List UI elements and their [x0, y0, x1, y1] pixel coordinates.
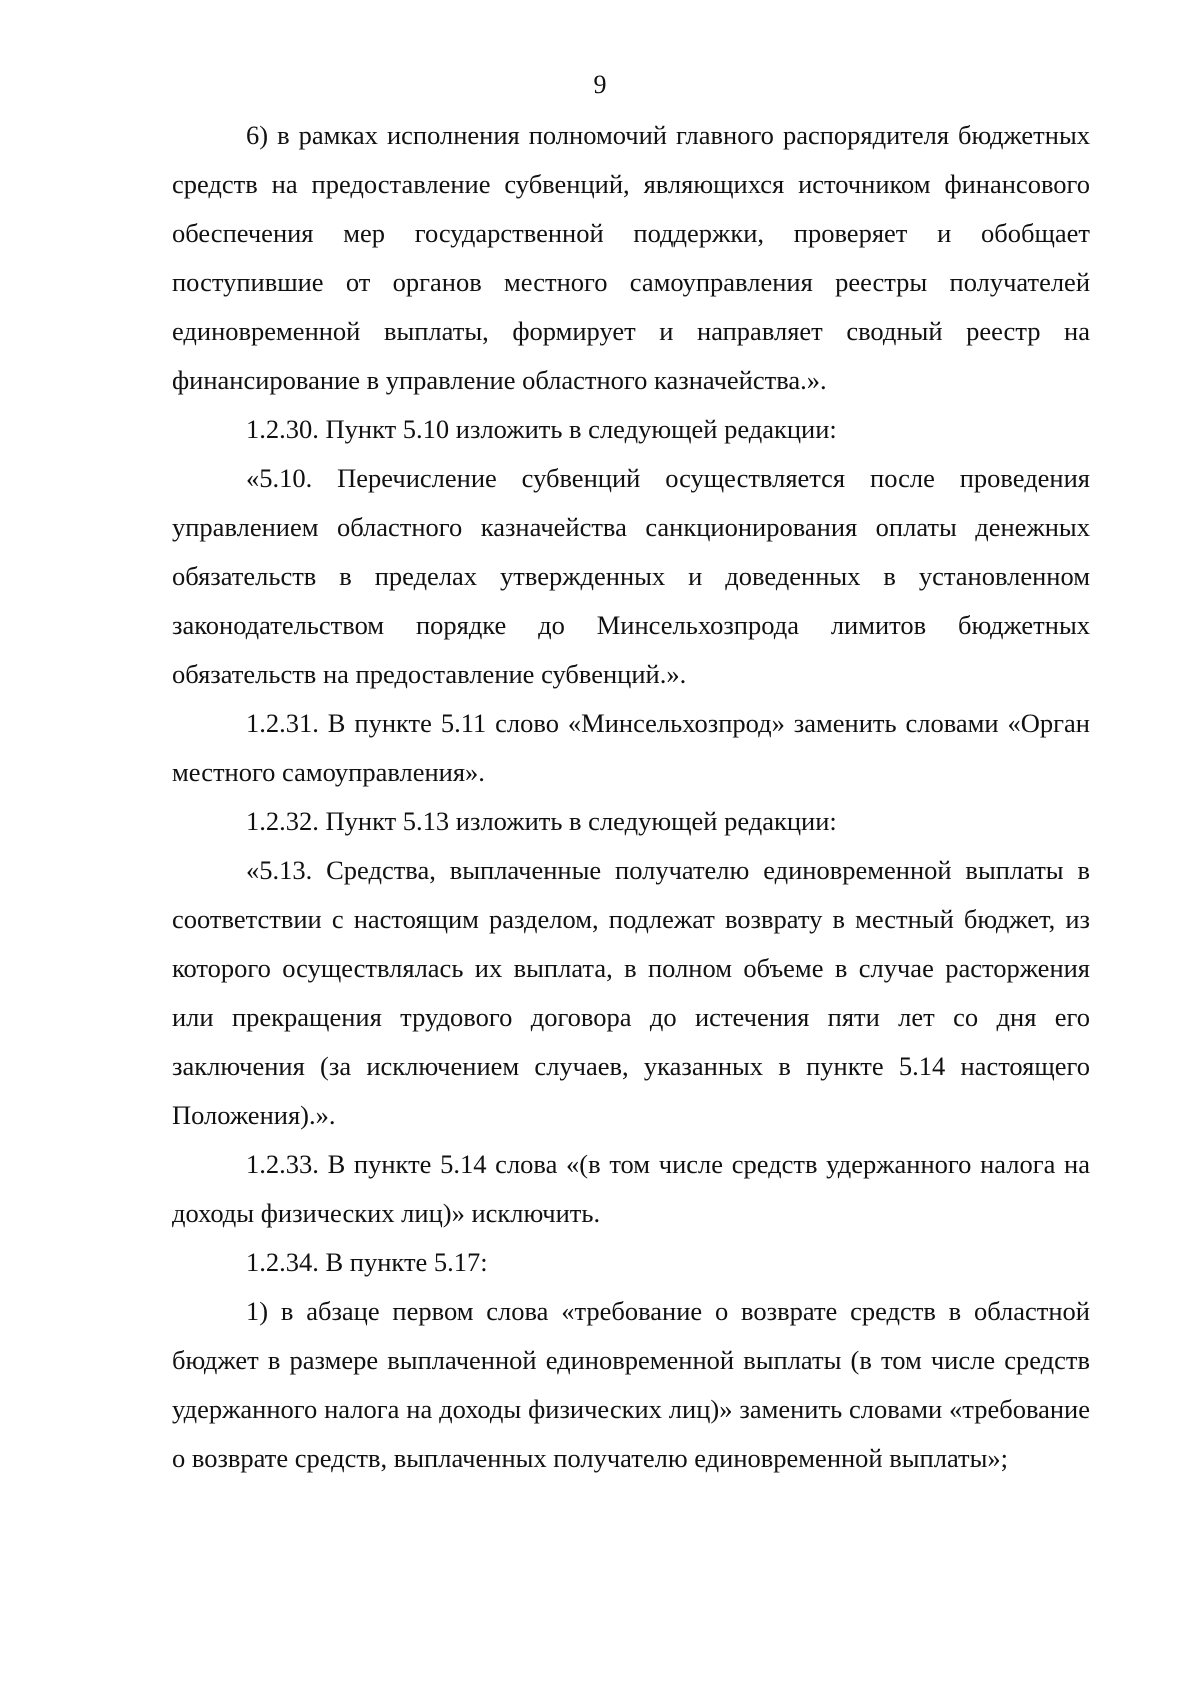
paragraph-5-13-text: «5.13. Средства, выплаченные получателю единовременной выплаты в соответствии с настоящим разделом, подлежат возврату в местный бюджет, из которого осуществлялась их выплата, в полном объеме в случае расторжения или прекращения трудового договора до истечения пяти лет со дня его заключения (за исключением случаев, указанных в пункте 5.14 настоящего Положения).». — [172, 855, 1090, 1130]
paragraph-1-2-32: 1.2.32. Пункт 5.13 изложить в следующей редакции: — [246, 806, 837, 836]
document-body — [172, 111, 1090, 1483]
paragraph-1-2-33: 1.2.33. В пункте 5.14 слова «(в том числе средств удержанного налога на доходы физических лиц)» исключить. — [172, 1149, 1090, 1228]
paragraph-5-10-text: «5.10. Перечисление субвенций осуществляется после проведения управлением областного казначейства санкционирования оплаты денежных обязательств в пределах утвержденных и доведенных в установленном законодательством порядке до Минсельхозпрода лимитов бюджетных обязательств на предоставление субвенций.». — [172, 463, 1090, 689]
paragraph-6-budget-manager-duties: 6) в рамках исполнения полномочий главного распорядителя бюджетных средств на предоставление субвенций, являющихся источником финансового обеспечения мер государственной поддержки, проверяет и обобщает поступившие от органов местного самоуправления реестры получателей единовременной выплаты, формирует и направляет сводный реестр на финансирование в управление областного казначейства.». — [172, 120, 1090, 395]
paragraph-1-2-31: 1.2.31. В пункте 5.11 слово «Минсельхозпрод» заменить словами «Орган местного самоуправления». — [172, 708, 1090, 787]
page-number: 9 — [593, 70, 607, 99]
paragraph-1-2-34: 1.2.34. В пункте 5.17: — [246, 1247, 488, 1277]
paragraph-subitem-1: 1) в абзаце первом слова «требование о возврате средств в областной бюджет в размере выплаченной единовременной выплаты (в том числе средств удержанного налога на доходы физических лиц)» заменить словами «требование о возврате средств, выплаченных получателю единовременной выплаты»; — [172, 1296, 1090, 1473]
paragraph-1-2-30: 1.2.30. Пункт 5.10 изложить в следующей редакции: — [246, 414, 837, 444]
